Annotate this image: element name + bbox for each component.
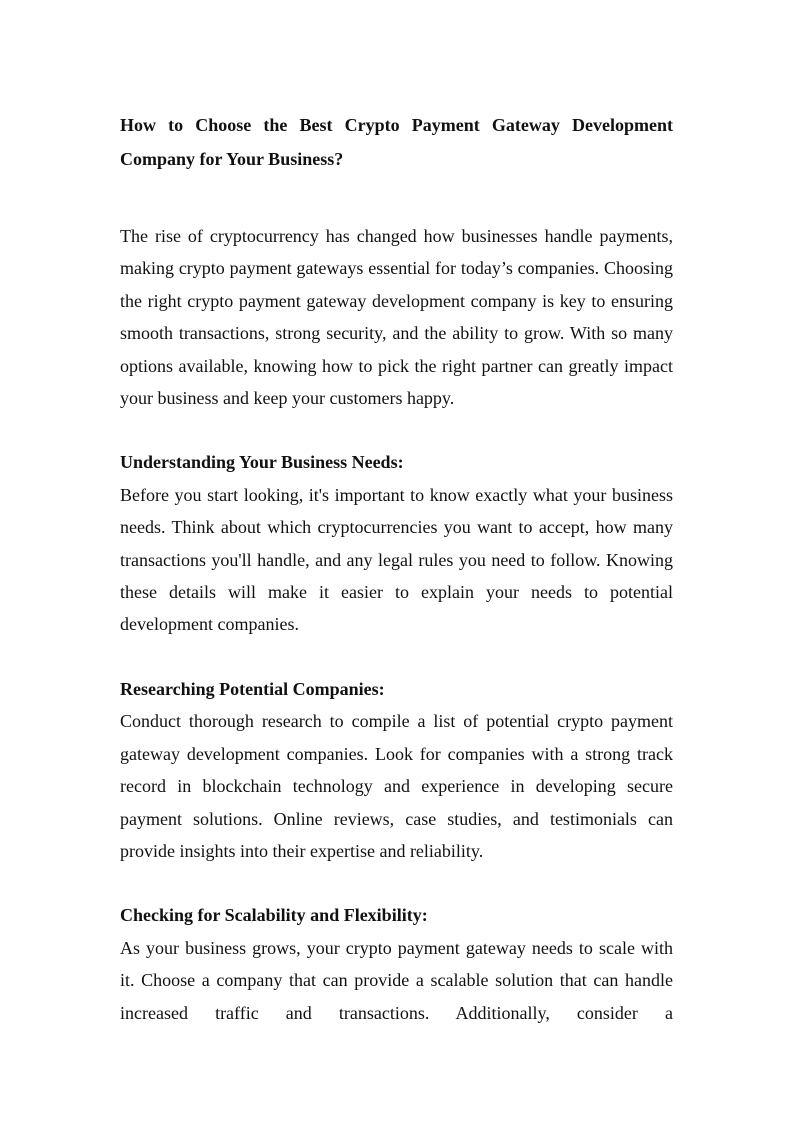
document-title: How to Choose the Best Crypto Payment Gateway Development Company for Your Business? <box>120 115 673 169</box>
section-heading: Researching Potential Companies: <box>120 678 385 699</box>
section-scalability <box>120 899 673 1029</box>
section-body: As your business grows, your crypto payment gateway needs to scale with it. Choose a company that can provide a scalable solution that can handle increased traffic and transactions. Additionally, consider a <box>120 937 673 1023</box>
section-heading: Understanding Your Business Needs: <box>120 452 404 473</box>
section-researching-companies <box>120 673 673 867</box>
section-body: Before you start looking, it's important to know exactly what your business needs. Think about which cryptocurrencies you want to accept, how many transactions you'll handle, and any legal rules you need to follow. Knowing these details will make it easier to explain your needs to potential development companies. <box>120 484 673 635</box>
document-page <box>120 108 673 1061</box>
section-business-needs <box>120 446 673 640</box>
intro-paragraph: The rise of cryptocurrency has changed how businesses handle payments, making crypto payment gateways essential for today’s companies. Choosing the right crypto payment gateway development company is key to ensuring smooth transactions, strong security, and the ability to grow. With so many options available, knowing how to pick the right partner can greatly impact your business and keep your customers happy. <box>120 226 673 409</box>
section-heading: Checking for Scalability and Flexibility: <box>120 905 428 926</box>
section-body: Conduct thorough research to compile a list of potential crypto payment gateway development companies. Look for companies with a strong track record in blockchain technology and experience in developing secure payment solutions. Online reviews, case studies, and testimonials can provide insights into their expertise and reliability. <box>120 711 673 861</box>
